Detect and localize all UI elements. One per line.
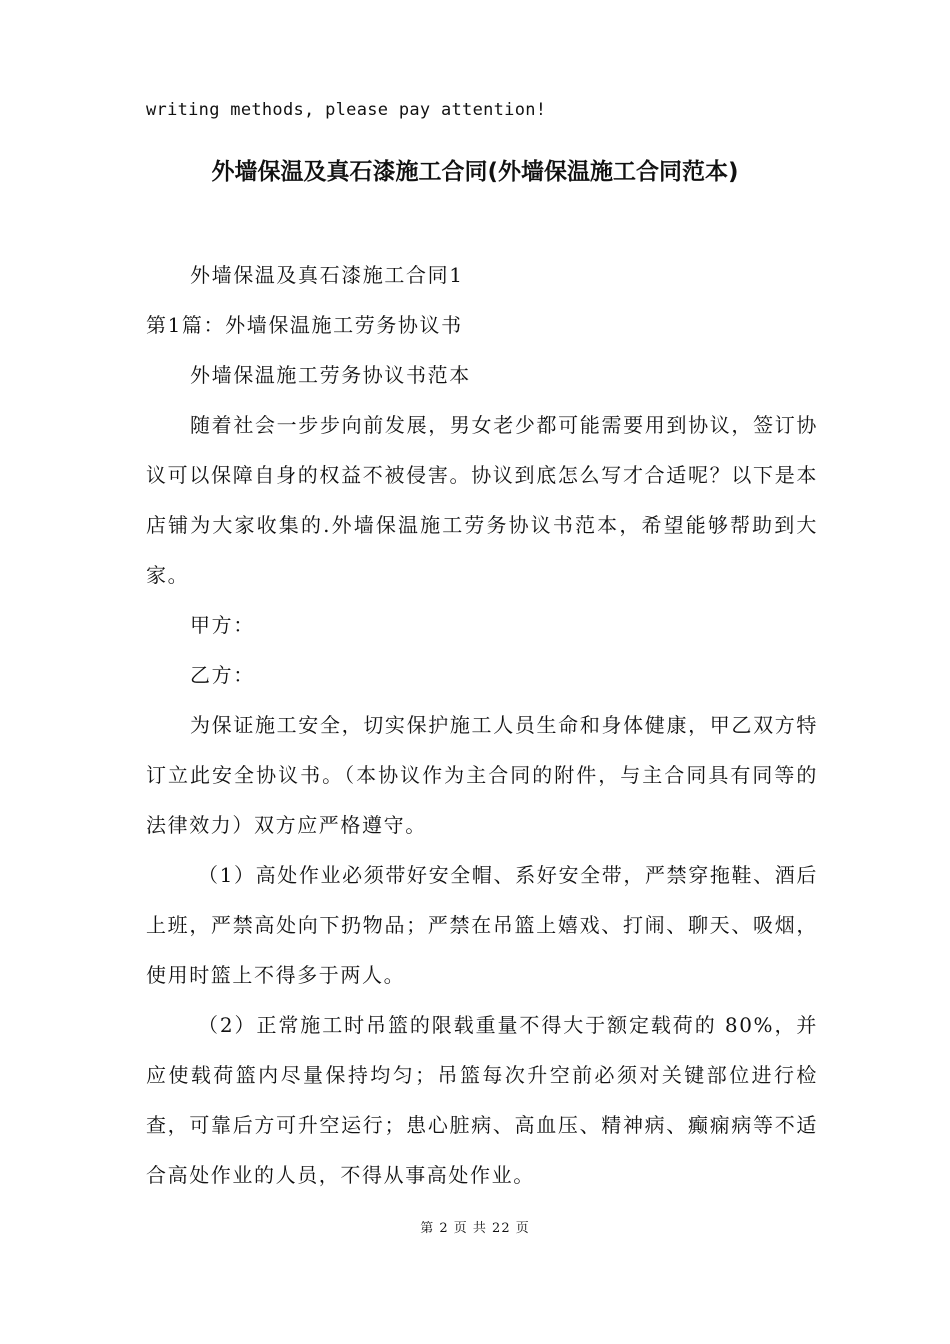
intro-paragraph: 随着社会一步步向前发展，男女老少都可能需要用到协议，签订协议可以保障自身的权益不被侵害。协议到底怎么写才合适呢？以下是本店铺为大家收集的.外墙保温施工劳务协议书范本，希望能够帮助到大家。 bbox=[146, 413, 818, 587]
clause-1: （1）高处作业必须带好安全帽、系好安全带，严禁穿拖鞋、酒后上班，严禁高处向下扔物品；严禁在吊篮上嬉戏、打闹、聊天、吸烟，使用时篮上不得多于两人。 bbox=[146, 863, 818, 987]
document-body bbox=[146, 250, 818, 1200]
subtitle: 外墙保温及真石漆施工合同1 bbox=[190, 263, 464, 287]
document-title: 外墙保温及真石漆施工合同(外墙保温施工合同范本) bbox=[211, 159, 739, 185]
section-title: 外墙保温施工劳务协议书范本 bbox=[190, 363, 471, 387]
purpose-paragraph: 为保证施工安全，切实保护施工人员生命和身体健康，甲乙双方特订立此安全协议书。（本协议作为主合同的附件，与主合同具有同等的法律效力）双方应严格遵守。 bbox=[146, 713, 818, 837]
party-a-line: 甲方： bbox=[190, 613, 255, 637]
header-line: writing methods, please pay attention! bbox=[146, 100, 547, 120]
party-b-line: 乙方： bbox=[190, 663, 255, 687]
clause-2: （2）正常施工时吊篮的限载重量不得大于额定载荷的 80%，并应使载荷篮内尽量保持均匀；吊篮每次升空前必须对关键部位进行检查，可靠后方可升空运行；患心脏病、高血压、精神病、癫痫病等不适合高处作业的人员，不得从事高处作业。 bbox=[146, 1013, 818, 1187]
page-footer: 第 2 页 共 22 页 bbox=[420, 1221, 530, 1236]
chapter-heading: 第1篇：外墙保温施工劳务协议书 bbox=[146, 313, 463, 337]
